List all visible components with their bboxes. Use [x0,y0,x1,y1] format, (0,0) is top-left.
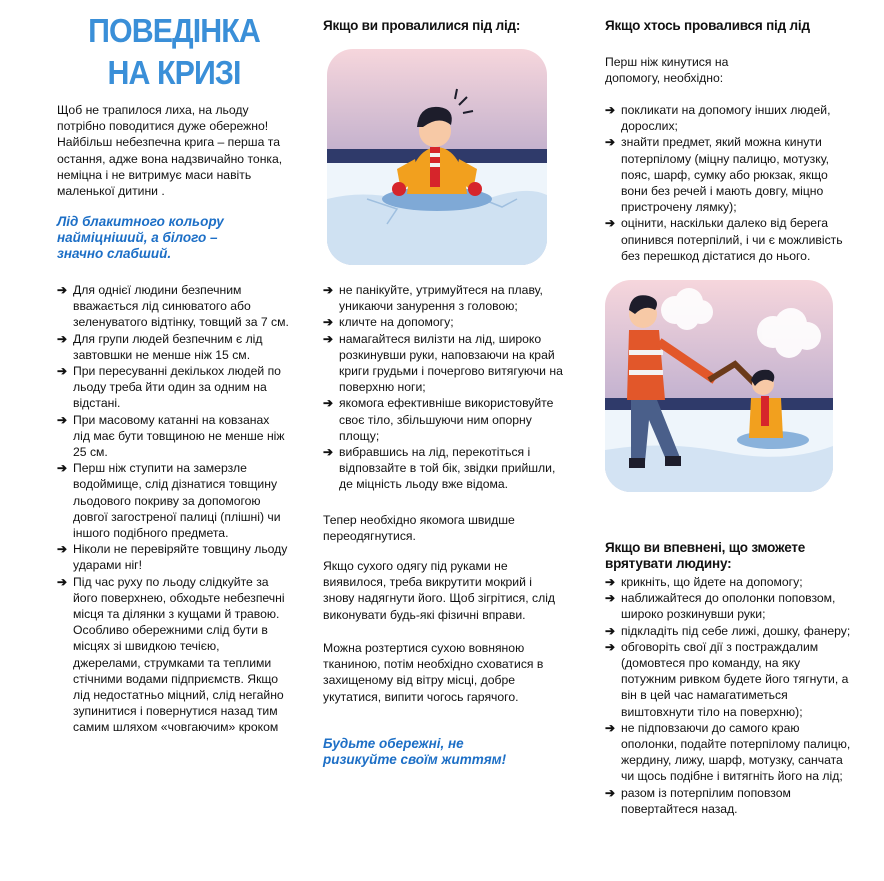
rescue-steps-list [605,574,855,817]
arrow-icon: ➔ [605,216,616,231]
safety-rule-item-text: Перш ніж ступити на замерзле водоймище, слід дізнатися товщину льодового покриву за допомогою довгої загостреної палиці (плішні) чи іншого подібного предмета. [73,461,281,541]
fell-through-heading: Якщо ви провалилися під лід: [323,18,521,33]
warm-up-text: Можна розтертися сухою вовняною тканиною, потім необхідно сховатися в захищеному від вітру місці, добре укутатися, випити чогось гарячого. [323,641,544,704]
rescue-step-item [605,785,855,817]
page-title [67,10,280,94]
before-helping-item [605,134,855,215]
arrow-icon: ➔ [323,315,334,330]
rescue-step-item-text: підкладіть під себе лижі, дошку, фанеру; [621,623,851,638]
dry-clothes-text: Якщо сухого одягу під руками не виявилося, треба викрутити мокрий і знову надягнути його. Щоб зігрітися, слід виконувати будь-які фізичні вправи. [323,559,556,622]
safety-rule-item-text: Під час руху по льоду слідкуйте за його поверхнею, обходьте небезпечні місця та ділянки з кущами й травою. Особливо обережними слід бути в місцях зі швидкою течією, джерелами, струмками та теплими стічними водами підприємств. Якщо лід недостатньо міцний, слід негайно зупинитися і повернутися назад тим самим шляхом «човгаючим» кроком [73,574,285,735]
arrow-icon: ➔ [57,331,68,346]
self-rescue-item [323,314,569,330]
arrow-icon: ➔ [605,623,616,638]
before-helping-list [605,102,855,264]
before-helping-item-text: покликати на допомогу інших людей, дорослих; [621,103,831,134]
before-helping-item [605,215,855,264]
safety-rules-list [57,282,289,736]
arrow-icon: ➔ [605,135,616,150]
safety-rule-item [57,541,289,573]
self-rescue-list [323,282,569,493]
self-rescue-item-text: не панікуйте, утримуйтеся на плаву, уникаючи занурення з головою; [339,283,543,314]
arrow-icon: ➔ [323,445,334,460]
arrow-icon: ➔ [57,283,68,297]
arrow-icon: ➔ [605,785,616,800]
change-clothes-text: Тепер необхідно якомога швидше переодягнутися. [323,513,515,544]
arrow-icon: ➔ [605,639,616,654]
arrow-icon: ➔ [605,575,616,589]
safety-rule-item-text: Для групи людей безпечним є лід завтовшки не менше ніж 15 см. [73,331,263,362]
ice-color-note: Лід блакитного кольору найміцніший, а білого – значно слабший. [57,214,224,261]
rescue-step-item-text: крикніть, що йдете на допомогу; [621,575,803,589]
self-rescue-item [323,331,569,396]
someone-fell-heading: Якщо хтось провалився під лід [605,18,810,33]
help-intro-text: Перш ніж кинутися на допомогу, необхідно: [605,55,729,86]
safety-rule-item-text: При пересуванні декількох людей по льоду треба йти один за одним на відстані. [73,364,281,411]
safety-rule-item [57,282,289,331]
title-line-2: НА КРИЗІ [107,54,241,91]
safety-rule-item [57,460,289,541]
safety-rule-item-text: Ніколи не перевіряйте товщину льоду ударами ніг! [73,542,288,573]
rescue-step-item-text: обговоріть свої дії з постраждалим (домовтеся про команду, на яку потужним ривком будете його тягнути, а він в цей час намагатиметься виштовхнути тіло на поверхню); [621,639,849,719]
self-rescue-item-text: вибравшись на лід, перекотіться і відповзайте в той бік, звідки прийшли, де міцність льоду вже відома. [339,445,556,492]
arrow-icon: ➔ [57,574,68,589]
illustration-rescue [605,280,833,492]
self-rescue-item-text: намагайтеся вилізти на лід, широко розкинувши руки, наповзаючи на край криги грудьми і почергово витягуючи на поверхню ноги; [339,331,563,395]
rescue-step-item-text: наближайтеся до ополонки поповзом, широко розкинувши руки; [621,591,836,622]
before-helping-item [605,102,855,134]
arrow-icon: ➔ [605,103,616,117]
safety-rule-item [57,574,289,736]
rescue-step-item [605,574,855,590]
self-rescue-item-text: якомога ефективніше використовуйте своє тіло, збільшуючи ним опорну площу; [339,396,554,443]
arrow-icon: ➔ [57,364,68,379]
rescue-step-item [605,623,855,639]
rescue-step-item [605,590,855,622]
arrow-icon: ➔ [323,283,334,297]
safety-rule-item [57,331,289,363]
arrow-icon: ➔ [323,331,334,346]
arrow-icon: ➔ [323,396,334,411]
before-helping-item-text: знайти предмет, який можна кинути потерпілому (міцну палицю, мотузку, пояс, шарф, сумку або рюкзак, якщо вони без речей і мають довгу, міцно пристрочену лямку); [621,135,829,215]
arrow-icon: ➔ [57,461,68,476]
rescue-step-item [605,720,855,785]
self-rescue-item [323,282,569,314]
intro-text: Щоб не трапилося лиха, на льоду потрібно поводитися дуже обережно! Найбільш небезпечна крига – перша та остання, адже вона надзвичайно тонка, неміцна і не витримує маси навіть маленької дитини . [57,103,283,199]
arrow-icon: ➔ [57,542,68,557]
closing-warning: Будьте обережні, не ризикуйте своїм життям! [323,736,507,767]
arrow-icon: ➔ [605,591,616,606]
safety-rule-item-text: Для однієї людини безпечним вважається лід синюватого або зеленуватого відтінку, товщий за 7 см. [73,283,289,330]
self-rescue-item [323,395,569,444]
arrow-icon: ➔ [605,720,616,735]
rescue-step-item [605,639,855,720]
self-rescue-item [323,444,569,493]
illustration-boy-in-ice [327,49,547,265]
rescue-step-item-text: разом із потерпілим поповзом повертайтеся назад. [621,785,791,816]
safety-rule-item [57,363,289,412]
arrow-icon: ➔ [57,412,68,427]
rescue-step-item-text: не підповзаючи до самого краю ополонки, подайте потерпілому палицю, жердину, лижу, шарф, мотузку, санчата чи щось подібне і витягніть його на лід; [621,720,851,784]
safety-rule-item [57,412,289,461]
rescue-heading: Якщо ви впевнені, що зможете врятувати людину: [605,540,806,571]
safety-rule-item-text: При масовому катанні на ковзанах лід має бути товщиною не менше ніж 25 см. [73,412,285,460]
self-rescue-item-text: кличте на допомогу; [339,315,454,330]
title-line-1: ПОВЕДІНКА [88,12,260,49]
before-helping-item-text: оцінити, наскільки далеко від берега опинився потерпілий, і чи є можливість без перешкод дістатися до нього. [621,216,843,263]
